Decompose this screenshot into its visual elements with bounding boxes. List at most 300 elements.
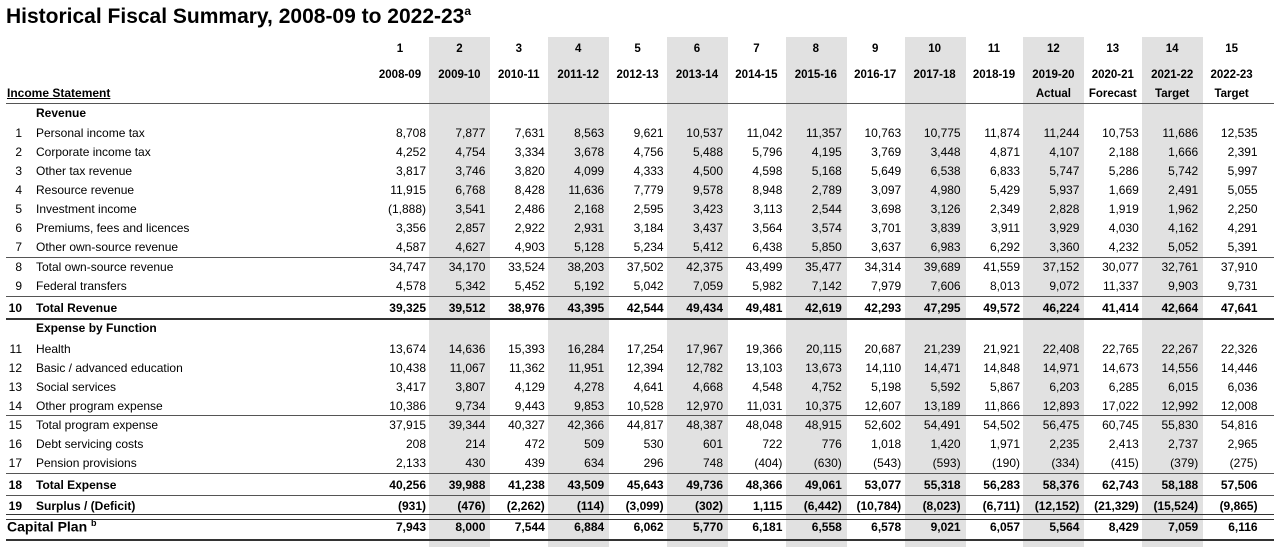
- table-cell: 11,357: [805, 126, 842, 140]
- table-cell: 43,395: [567, 301, 605, 315]
- column-year: 2021-22: [1151, 69, 1194, 81]
- column-number: 2: [456, 43, 463, 55]
- table-cell: 34,170: [448, 260, 486, 274]
- table-cell: 214: [465, 437, 486, 451]
- table-cell: 52,602: [864, 418, 902, 432]
- table-cell: (12,152): [1034, 499, 1080, 513]
- table-cell: 41,414: [1102, 301, 1139, 315]
- table-cell: 6,538: [930, 164, 961, 178]
- row-label: Pension provisions: [36, 456, 137, 470]
- table-cell: 4,252: [395, 145, 426, 159]
- capital-plan-cell: 8,429: [1108, 520, 1139, 534]
- table-cell: 7,142: [811, 279, 842, 293]
- table-cell: 39,988: [448, 478, 486, 492]
- table-cell: (21,329): [1094, 499, 1139, 513]
- table-cell: 4,752: [811, 380, 842, 394]
- row-label: Personal income tax: [36, 126, 145, 140]
- column-number: 15: [1225, 43, 1238, 55]
- capital-plan-cell: 6,558: [811, 520, 842, 534]
- table-cell: 439: [524, 456, 545, 470]
- table-cell: 39,512: [448, 301, 486, 315]
- table-cell: 53,077: [864, 478, 902, 492]
- table-cell: 12,992: [1161, 399, 1199, 413]
- row-number: 15: [8, 418, 22, 432]
- column-status: Forecast: [1088, 88, 1137, 100]
- table-cell: 11,866: [984, 399, 1020, 413]
- table-cell: 3,769: [871, 145, 902, 159]
- column-number: 12: [1046, 43, 1060, 55]
- column-number: 8: [812, 43, 819, 55]
- table-cell: 3,911: [990, 221, 1020, 235]
- row-label: Federal transfers: [36, 279, 127, 293]
- table-cell: 37,910: [1220, 260, 1258, 274]
- table-cell: 42,293: [864, 301, 902, 315]
- table-cell: 4,195: [811, 145, 842, 159]
- column-year: 2009-10: [438, 69, 481, 81]
- table-cell: 7,877: [455, 126, 486, 140]
- table-cell: 56,475: [1042, 418, 1080, 432]
- table-cell: 56,283: [983, 478, 1020, 492]
- table-rule: [6, 473, 1274, 474]
- table-cell: 5,937: [1049, 183, 1080, 197]
- table-cell: 9,734: [455, 399, 486, 413]
- table-cell: 62,743: [1102, 478, 1139, 492]
- table-cell: 46,224: [1042, 301, 1080, 315]
- column-number: 3: [515, 43, 522, 55]
- table-cell: 9,853: [574, 399, 605, 413]
- table-cell: 21,239: [923, 342, 961, 356]
- table-cell: 11,067: [449, 361, 486, 375]
- table-cell: 5,982: [752, 279, 783, 293]
- table-cell: (630): [813, 456, 842, 470]
- table-cell: (931): [397, 499, 426, 513]
- table-cell: 5,850: [811, 240, 842, 254]
- table-cell: 8,428: [514, 183, 545, 197]
- table-cell: 10,438: [389, 361, 426, 375]
- table-cell: 41,559: [983, 260, 1020, 274]
- table-cell: 4,500: [692, 164, 723, 178]
- capital-plan-text: Capital Plan: [7, 518, 92, 535]
- row-label: Other program expense: [36, 399, 163, 413]
- table-cell: (543): [873, 456, 902, 470]
- column-number: 9: [871, 43, 879, 55]
- table-cell: 22,267: [1161, 342, 1199, 356]
- table-rule: [6, 318, 1274, 320]
- column-year: 2020-21: [1091, 69, 1134, 81]
- table-cell: 7,606: [930, 279, 961, 293]
- table-cell: 11,031: [746, 399, 783, 413]
- column-number: 5: [634, 43, 641, 55]
- table-cell: 5,342: [455, 279, 486, 293]
- table-cell: 4,587: [395, 240, 426, 254]
- row-label: Total own-source revenue: [36, 260, 174, 274]
- table-cell: 14,971: [1042, 361, 1080, 375]
- column-number: 7: [753, 43, 760, 55]
- table-cell: 2,188: [1108, 145, 1139, 159]
- column-year: 2017-18: [913, 69, 956, 81]
- table-cell: 35,477: [805, 260, 842, 274]
- table-cell: 3,929: [1049, 221, 1080, 235]
- capital-plan-cell: 7,059: [1168, 520, 1199, 534]
- column-year: 2010-11: [498, 69, 540, 81]
- table-cell: 37,915: [389, 418, 426, 432]
- table-cell: (275): [1229, 456, 1258, 470]
- row-label: Total Revenue: [36, 301, 118, 315]
- table-rule: [6, 415, 1274, 416]
- table-cell: 13,673: [805, 361, 842, 375]
- table-cell: 11,951: [568, 361, 605, 375]
- table-cell: 54,816: [1220, 418, 1258, 432]
- table-cell: 4,754: [455, 145, 486, 159]
- table-cell: 7,779: [633, 183, 664, 197]
- table-cell: 10,753: [1102, 126, 1139, 140]
- column-number: 13: [1106, 43, 1120, 55]
- table-cell: 6,292: [989, 240, 1020, 254]
- table-cell: 17,967: [686, 342, 723, 356]
- table-cell: (6,442): [803, 499, 842, 513]
- table-cell: 2,965: [1227, 437, 1258, 451]
- table-cell: 748: [702, 456, 723, 470]
- table-cell: 40,256: [389, 478, 426, 492]
- table-cell: (6,711): [982, 499, 1020, 513]
- capital-plan-cell: 9,021: [930, 520, 961, 534]
- table-cell: 14,636: [448, 342, 486, 356]
- table-cell: 4,030: [1108, 221, 1139, 235]
- table-cell: 11,874: [984, 126, 1020, 140]
- column-year: 2011-12: [557, 69, 599, 81]
- table-rule: [6, 514, 1274, 520]
- capital-plan-cell: 6,884: [574, 520, 605, 534]
- table-cell: (3,099): [625, 499, 664, 513]
- table-cell: 58,188: [1161, 478, 1199, 492]
- table-cell: (404): [754, 456, 783, 470]
- table-cell: 22,326: [1220, 342, 1258, 356]
- table-cell: (114): [576, 499, 605, 513]
- capital-plan-cell: 6,578: [871, 520, 902, 534]
- table-cell: 5,747: [1049, 164, 1080, 178]
- table-cell: 30,077: [1102, 260, 1139, 274]
- table-cell: 39,689: [923, 260, 961, 274]
- table-cell: 54,491: [923, 418, 961, 432]
- row-number: 17: [8, 456, 22, 470]
- table-cell: 4,291: [1227, 221, 1258, 235]
- table-cell: 37,152: [1042, 260, 1080, 274]
- table-cell: 2,391: [1227, 145, 1258, 159]
- table-cell: 1,666: [1168, 145, 1199, 159]
- table-cell: 20,115: [805, 342, 842, 356]
- table-cell: 4,598: [752, 164, 783, 178]
- table-cell: 14,556: [1161, 361, 1199, 375]
- table-cell: 4,548: [752, 380, 783, 394]
- row-label: Basic / advanced education: [36, 361, 183, 375]
- capital-plan-cell: 5,564: [1049, 520, 1080, 534]
- table-cell: (15,524): [1153, 499, 1199, 513]
- row-number: 14: [8, 399, 22, 413]
- column-year: 2013-14: [675, 69, 719, 81]
- table-cell: 3,701: [871, 221, 902, 235]
- table-cell: 5,867: [989, 380, 1020, 394]
- table-cell: 38,203: [567, 260, 605, 274]
- column-status: Target: [1214, 88, 1249, 100]
- row-number: 16: [8, 437, 22, 451]
- table-cell: 2,413: [1108, 437, 1139, 451]
- row-label: Total program expense: [36, 418, 159, 432]
- table-cell: 42,664: [1161, 301, 1199, 315]
- table-cell: 11,915: [390, 183, 426, 197]
- table-cell: 6,203: [1049, 380, 1080, 394]
- table-cell: (8,023): [922, 499, 961, 513]
- table-cell: 3,564: [752, 221, 783, 235]
- table-cell: 1,018: [871, 437, 902, 451]
- row-label: Corporate income tax: [36, 145, 151, 159]
- table-cell: 3,817: [395, 164, 426, 178]
- table-cell: 3,541: [455, 202, 486, 216]
- row-number: 3: [15, 164, 22, 178]
- table-cell: 5,452: [514, 279, 545, 293]
- row-label: Premiums, fees and licences: [36, 221, 190, 235]
- table-cell: 12,535: [1220, 126, 1258, 140]
- table-cell: 3,839: [930, 221, 961, 235]
- table-cell: 5,198: [871, 380, 902, 394]
- table-cell: 4,641: [633, 380, 664, 394]
- table-cell: 15,393: [508, 342, 545, 356]
- row-label: Other tax revenue: [36, 164, 133, 178]
- table-cell: 4,107: [1049, 145, 1080, 159]
- table-cell: 5,796: [752, 145, 783, 159]
- table-cell: 2,595: [633, 202, 664, 216]
- table-cell: 49,061: [805, 478, 842, 492]
- column-status: Target: [1155, 88, 1190, 100]
- table-cell: 3,807: [455, 380, 486, 394]
- row-number: 6: [15, 221, 22, 235]
- table-cell: 48,366: [745, 478, 783, 492]
- table-cell: 2,250: [1227, 202, 1258, 216]
- table-cell: 5,042: [633, 279, 664, 293]
- table-cell: 601: [702, 437, 723, 451]
- row-number: 19: [8, 499, 22, 513]
- column-number: 11: [987, 43, 1001, 55]
- table-cell: 2,168: [574, 202, 605, 216]
- table-cell: (10,784): [856, 499, 902, 513]
- table-cell: 42,366: [567, 418, 605, 432]
- capital-plan-cell: 6,062: [633, 520, 664, 534]
- table-cell: 42,619: [805, 301, 842, 315]
- table-cell: 12,893: [1042, 399, 1080, 413]
- row-label: Surplus / (Deficit): [36, 499, 136, 513]
- table-cell: 3,698: [871, 202, 902, 216]
- table-cell: 509: [584, 437, 605, 451]
- column-number: 10: [928, 43, 941, 55]
- table-cell: 60,745: [1102, 418, 1139, 432]
- table-rule: [6, 495, 1274, 496]
- table-cell: 41,238: [508, 478, 545, 492]
- table-cell: (415): [1110, 456, 1139, 470]
- column-year: 2018-19: [972, 69, 1016, 81]
- table-cell: 20,687: [864, 342, 902, 356]
- table-cell: 5,997: [1227, 164, 1258, 178]
- table-cell: (2,262): [506, 499, 545, 513]
- table-cell: 42,544: [626, 301, 664, 315]
- table-cell: 7,059: [692, 279, 723, 293]
- table-cell: 1,962: [1168, 202, 1199, 216]
- column-year: 2014-15: [735, 69, 778, 81]
- table-cell: 6,983: [930, 240, 961, 254]
- table-cell: 8,708: [395, 126, 426, 140]
- table-cell: 5,429: [989, 183, 1020, 197]
- table-cell: 5,412: [692, 240, 723, 254]
- table-cell: 1,919: [1108, 202, 1139, 216]
- table-cell: 722: [762, 437, 783, 451]
- table-cell: 6,833: [989, 164, 1020, 178]
- table-cell: 2,349: [989, 202, 1020, 216]
- table-cell: 58,376: [1042, 478, 1080, 492]
- table-cell: 12,394: [626, 361, 664, 375]
- table-cell: 9,621: [633, 126, 664, 140]
- table-cell: 33,524: [508, 260, 545, 274]
- row-number: 5: [15, 202, 22, 216]
- table-cell: 10,528: [626, 399, 664, 413]
- table-cell: (1,888): [387, 202, 426, 216]
- table-cell: 9,443: [514, 399, 545, 413]
- row-number: 7: [15, 240, 22, 254]
- table-cell: 4,627: [455, 240, 486, 254]
- table-cell: 32,761: [1161, 260, 1199, 274]
- row-number: 11: [9, 342, 22, 356]
- table-cell: 42,375: [686, 260, 723, 274]
- table-cell: 55,318: [923, 478, 961, 492]
- table-cell: 5,649: [871, 164, 902, 178]
- table-cell: 13,674: [389, 342, 426, 356]
- table-cell: 4,232: [1108, 240, 1139, 254]
- column-year: 2012-13: [616, 69, 659, 81]
- table-cell: 5,055: [1227, 183, 1258, 197]
- table-cell: 49,572: [983, 301, 1020, 315]
- table-rule: [6, 296, 1274, 297]
- table-cell: 430: [465, 456, 486, 470]
- table-cell: 9,072: [1049, 279, 1080, 293]
- table-cell: (190): [991, 456, 1020, 470]
- capital-plan-cell: 6,116: [1228, 520, 1258, 534]
- table-cell: 4,871: [989, 145, 1020, 159]
- capital-plan-cell: 5,770: [692, 520, 723, 534]
- table-cell: (476): [457, 499, 486, 513]
- table-cell: 49,481: [745, 301, 783, 315]
- table-cell: (334): [1051, 456, 1080, 470]
- table-cell: 6,015: [1168, 380, 1199, 394]
- table-cell: 3,334: [514, 145, 545, 159]
- table-cell: 2,133: [395, 456, 426, 470]
- table-cell: 49,434: [686, 301, 723, 315]
- table-cell: 47,295: [923, 301, 961, 315]
- table-cell: 3,356: [395, 221, 426, 235]
- table-cell: 4,278: [574, 380, 605, 394]
- table-cell: (302): [694, 499, 723, 513]
- table-rule: [6, 257, 1274, 258]
- table-cell: 5,592: [930, 380, 961, 394]
- table-cell: 2,491: [1168, 183, 1199, 197]
- row-label: Total Expense: [36, 478, 117, 492]
- table-cell: 5,286: [1108, 164, 1139, 178]
- table-cell: 634: [584, 456, 605, 470]
- table-cell: 5,391: [1227, 240, 1258, 254]
- column-number: 14: [1165, 43, 1179, 55]
- table-cell: 44,817: [626, 418, 664, 432]
- table-cell: 4,129: [514, 380, 545, 394]
- table-cell: 5,192: [574, 279, 605, 293]
- table-cell: 11,686: [1162, 126, 1199, 140]
- table-cell: 21,921: [983, 342, 1020, 356]
- row-label: Resource revenue: [36, 183, 135, 197]
- table-cell: 10,775: [923, 126, 961, 140]
- table-cell: 4,099: [574, 164, 605, 178]
- table-cell: 4,578: [395, 279, 426, 293]
- table-cell: 43,509: [567, 478, 605, 492]
- table-cell: 48,048: [745, 418, 783, 432]
- table-cell: 6,438: [752, 240, 783, 254]
- table-rule: [6, 539, 1274, 541]
- table-cell: 17,254: [626, 342, 664, 356]
- table-cell: 48,915: [805, 418, 842, 432]
- table-cell: 39,325: [389, 301, 426, 315]
- table-cell: 11,362: [508, 361, 545, 375]
- table-cell: (9,865): [1219, 499, 1258, 513]
- table-cell: 40,327: [508, 418, 545, 432]
- table-cell: 5,488: [692, 145, 723, 159]
- capital-plan-cell: 6,181: [752, 520, 783, 534]
- table-cell: 3,574: [811, 221, 842, 235]
- table-cell: 1,420: [930, 437, 961, 451]
- table-cell: 34,747: [389, 260, 426, 274]
- table-cell: 4,756: [633, 145, 664, 159]
- table-cell: 1,115: [753, 499, 783, 513]
- table-cell: 37,502: [626, 260, 664, 274]
- table-cell: 2,828: [1049, 202, 1080, 216]
- table-cell: 14,446: [1220, 361, 1258, 375]
- capital-plan-cell: 8,000: [455, 520, 486, 534]
- table-cell: 2,235: [1049, 437, 1080, 451]
- column-year: 2022-23: [1210, 69, 1253, 81]
- table-cell: 12,008: [1220, 399, 1258, 413]
- table-cell: 2,737: [1168, 437, 1199, 451]
- table-cell: 3,184: [633, 221, 664, 235]
- row-number: 8: [15, 260, 22, 274]
- table-cell: 3,746: [455, 164, 486, 178]
- row-label: Other own-source revenue: [36, 240, 179, 254]
- table-cell: 2,544: [811, 202, 842, 216]
- row-number: 13: [8, 380, 22, 394]
- table-cell: 4,980: [930, 183, 961, 197]
- table-cell: 530: [643, 437, 664, 451]
- table-cell: 14,471: [923, 361, 961, 375]
- table-cell: 6,768: [455, 183, 486, 197]
- table-cell: 5,742: [1168, 164, 1199, 178]
- table-cell: 34,314: [864, 260, 902, 274]
- table-cell: 4,668: [692, 380, 723, 394]
- table-cell: 9,903: [1168, 279, 1199, 293]
- table-cell: (593): [932, 456, 961, 470]
- table-cell: 1,971: [989, 437, 1020, 451]
- table-cell: 3,448: [930, 145, 961, 159]
- table-cell: 14,110: [865, 361, 902, 375]
- table-cell: 2,922: [514, 221, 545, 235]
- table-cell: 4,162: [1168, 221, 1199, 235]
- table-cell: 13,103: [745, 361, 783, 375]
- table-cell: 5,052: [1168, 240, 1199, 254]
- table-cell: 14,848: [983, 361, 1020, 375]
- table-cell: 2,931: [574, 221, 605, 235]
- table-cell: 3,423: [692, 202, 723, 216]
- table-cell: 9,578: [692, 183, 723, 197]
